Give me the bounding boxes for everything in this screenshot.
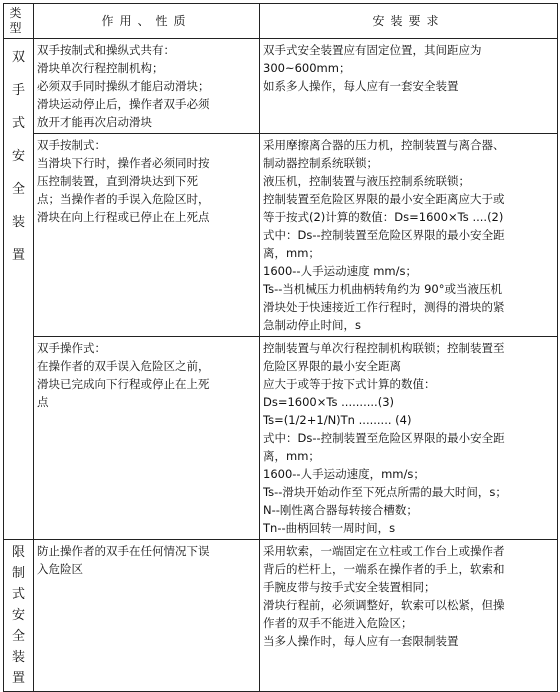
function-line: 滑块已完成向下行程或停止在上死: [37, 377, 210, 391]
requirement-line: 控制装置至危险区界限的最小安全距离应大于或: [263, 192, 505, 206]
requirement-cell: [260, 39, 558, 134]
requirement-line: 采用摩擦离合器的压力机，控制装置与离合器、: [263, 138, 505, 152]
requirement-line: 滑块行程前，必须调整好，软索可以松紧，但操: [263, 598, 505, 612]
type-label-char: 安: [11, 608, 25, 623]
function-line: 滑块单次行程控制机构；: [37, 61, 164, 75]
function-line: 滑块运动停止后，操作者双手必须: [37, 97, 210, 111]
header-function: 作用、性质: [34, 4, 260, 39]
function-line: 双手按制式：: [37, 138, 106, 152]
type-label-char: 双: [11, 50, 25, 65]
requirement-line: 式中：Ds--控制装置至危险区界限的最小安全距: [263, 431, 505, 445]
requirement-line: 控制装置与单次行程控制机构联锁；控制装置至: [263, 341, 505, 355]
requirement-line: 液压机，控制装置与液压控制系统联锁；: [263, 174, 470, 188]
requirement-line: 手腕皮带与按手式安全装置相同；: [263, 580, 436, 594]
type-label-char: 制: [11, 566, 25, 581]
table-row: [4, 39, 558, 134]
type-label-char: 置: [11, 671, 25, 686]
requirement-line: 双手式安全装置应有固定位置，其间距应为: [263, 43, 482, 57]
requirement-line: 作者的双手不能进入危险区；: [263, 616, 413, 630]
table-row: [4, 134, 558, 337]
function-line: 防止操作者的双手在任何情况下误: [37, 544, 210, 558]
requirement-cell: [260, 337, 558, 540]
type-label-char: 全: [11, 182, 25, 197]
function-line: 压控制装置，直到滑块达到下死: [37, 174, 198, 188]
requirement-line: 制动器控制系统联锁；: [263, 156, 378, 170]
function-line: 在操作者的双手误入危险区之前，: [37, 359, 210, 373]
requirement-line: 式中：Ds--控制装置至危险区界限的最小安全距: [263, 228, 505, 242]
type-label-cell: [4, 39, 34, 540]
requirement-line: 采用软索，一端固定在立柱或工作台上或操作者: [263, 544, 505, 558]
type-label-char: 手: [11, 83, 25, 98]
requirement-line: Ds=1600×Ts ..........(3): [263, 395, 394, 409]
requirement-line: 当多人操作时，每人应有一套限制装置: [263, 634, 459, 648]
document: [3, 3, 557, 686]
type-label-char: 装: [11, 215, 25, 230]
requirement-line: Ts--当机械压力机曲柄转角约为 90°或当液压机: [263, 282, 502, 296]
requirement-line: Ts=(1/2+1/N)Tn ......... (4): [263, 413, 412, 427]
function-cell: [34, 337, 260, 540]
requirement-line: 滑块处于快速接近工作行程时，测得的滑块的紧: [263, 300, 505, 314]
type-label-char: 式: [11, 116, 25, 131]
type-label-char: 式: [11, 587, 25, 602]
requirement-line: Tn--曲柄回转一周时间，s: [263, 521, 396, 535]
requirement-line: Ts--滑块开始动作至下死点所需的最大时间，s；: [263, 485, 507, 499]
function-line: 双手按制式和操纵式共有：: [37, 43, 175, 57]
function-cell: [34, 540, 260, 692]
requirement-line: 300~600mm；: [263, 61, 351, 75]
requirement-line: 离，mm；: [263, 449, 320, 463]
table-body: [4, 39, 558, 692]
function-cell: [34, 39, 260, 134]
function-line: 滑块在向上行程或已停止在上死点: [37, 210, 210, 224]
requirement-line: 如系多人操作，每人应有一套安全装置: [263, 79, 459, 93]
requirement-line: 等于按式(2)计算的数值：Ds=1600×Ts ....(2): [263, 210, 504, 224]
header-requirement: 安装要求: [260, 4, 558, 39]
function-line: 当滑块下行时，操作者必须同时按: [37, 156, 210, 170]
requirement-line: N--刚性离合器每转接合槽数；: [263, 503, 418, 517]
requirement-line: 危险区界限的最小安全距离: [263, 359, 401, 373]
function-line: 双手操作式：: [37, 341, 106, 355]
requirement-line: 应大于或等于按下式计算的数值：: [263, 377, 436, 391]
type-label-char: 安: [11, 149, 25, 164]
function-line: 点: [37, 395, 49, 409]
type-label-char: 装: [11, 650, 25, 665]
requirement-line: 1600--人手运动速度 mm/s；: [263, 264, 417, 278]
type-label-char: 全: [11, 629, 25, 644]
function-line: 点；当操作者的手误入危险区时，: [37, 192, 210, 206]
table-row: [4, 337, 558, 540]
requirement-line: 1600--人手运动速度，mm/s；: [263, 467, 425, 481]
requirement-line: 背后的栏杆上，一端系在操作者的手上，软索和: [263, 562, 505, 576]
function-line: 入危险区: [37, 562, 83, 576]
requirement-line: 离，mm；: [263, 246, 320, 260]
table-header-row: [4, 4, 558, 39]
requirement-cell: [260, 134, 558, 337]
safety-device-table: [3, 3, 558, 692]
requirement-line: 急制动停止时间，s: [263, 318, 361, 332]
type-label-char: 限: [11, 545, 25, 560]
type-label-cell: [4, 540, 34, 692]
function-line: 放开才能再次启动滑块: [37, 115, 152, 129]
requirement-cell: [260, 540, 558, 692]
type-label-char: 置: [11, 248, 25, 263]
function-cell: [34, 134, 260, 337]
table-row: [4, 540, 558, 692]
function-line: 必须双手同时操纵才能启动滑块；: [37, 79, 210, 93]
header-type: 类型: [4, 4, 34, 39]
